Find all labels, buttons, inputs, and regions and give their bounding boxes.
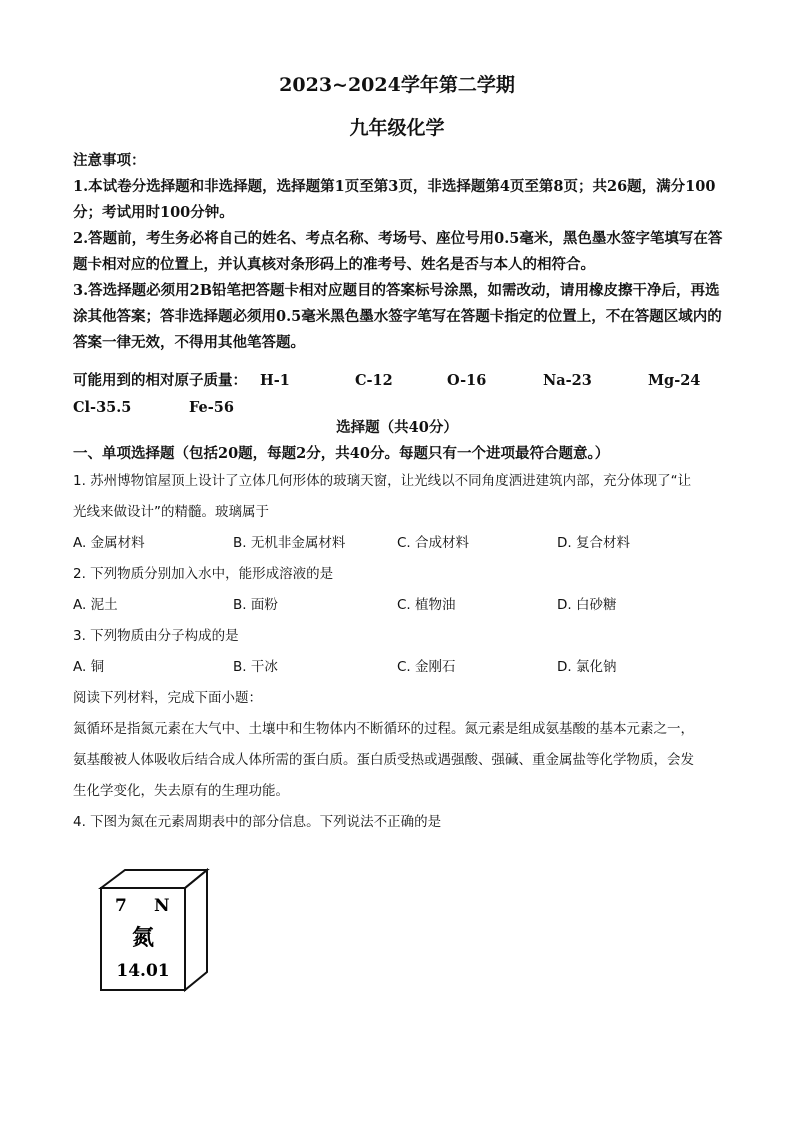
option-b: B. 面粉 — [233, 597, 278, 613]
option-b: B. 干冰 — [233, 659, 278, 675]
element-cell-figure — [95, 866, 215, 996]
atomic-mass-item: O-16 — [447, 372, 487, 389]
exam-year-title: 2023~2024学年第二学期 — [279, 74, 515, 96]
cell-side-face — [185, 870, 207, 990]
reading-passage-line: 氮循环是指氮元素在大气中、土壤中和生物体内不断循环的过程。氮元素是组成氨基酸的基本元素之一， — [73, 721, 694, 737]
atomic-masses-label: 可能用到的相对原子质量： — [73, 372, 247, 389]
note-item: 3.答选择题必须用2B铅笔把答题卡相对应题目的答案标号涂黑，如需改动，请用橡皮擦干净后，再选涂其他答案；答非选择题必须用0.5毫米黑色墨水签字笔写在答题卡指定的位置上，不在答题区域内的答案一律无效，不得用其他笔答题。 — [73, 282, 722, 351]
question-1-options — [73, 528, 733, 559]
atomic-mass-item: Mg-24 — [648, 372, 701, 389]
question-3-stem: 3. 下列物质由分子构成的是 — [73, 628, 239, 644]
option-a: A. 铜 — [73, 659, 105, 675]
option-a: A. 泥土 — [73, 597, 118, 613]
question-1-stem: 1. 苏州博物馆屋顶上设计了立体几何形体的玻璃天窗，让光线以不同角度洒进建筑内部，充分体现了“让 — [73, 473, 692, 489]
option-d: D. 复合材料 — [557, 535, 630, 551]
atomic-mass-item: Na-23 — [543, 372, 592, 389]
notes-block — [73, 148, 723, 356]
note-item: 1.本试卷分选择题和非选择题，选择题第1页至第3页，非选择题第4页至第8页；共26题，满分100分；考试用时100分钟。 — [73, 178, 716, 221]
questions-block — [73, 466, 733, 838]
section-title: 选择题（共40分） — [336, 419, 458, 436]
option-d: D. 白砂糖 — [557, 597, 617, 613]
atomic-mass: 14.01 — [116, 961, 170, 981]
element-symbol: N — [154, 896, 170, 916]
part-title: 一、单项选择题（包括20题，每题2分，共40分。每题只有一个进项最符合题意。） — [73, 445, 610, 462]
option-d: D. 氯化钠 — [557, 659, 617, 675]
reading-intro: 阅读下列材料，完成下面小题： — [73, 690, 262, 706]
reading-passage-line: 生化学变化，失去原有的生理功能。 — [73, 783, 289, 799]
question-2-stem: 2. 下列物质分别加入水中，能形成溶液的是 — [73, 566, 334, 582]
atomic-mass-item: Fe-56 — [189, 399, 234, 416]
option-b: B. 无机非金属材料 — [233, 535, 346, 551]
option-c: C. 合成材料 — [397, 535, 470, 551]
notes-heading: 注意事项： — [73, 152, 146, 169]
note-item: 2.答题前，考生务必将自己的姓名、考点名称、考场号、座位号用0.5毫米，黑色墨水签字笔填写在答题卡相对应的位置上，并认真核对条形码上的准考号、姓名是否与本人的相符合。 — [73, 230, 723, 273]
cell-top-face — [101, 870, 207, 888]
question-2-options — [73, 590, 733, 621]
exam-subject-title: 九年级化学 — [349, 117, 445, 139]
question-4-stem: 4. 下图为氮在元素周期表中的部分信息。下列说法不正确的是 — [73, 814, 442, 830]
option-c: C. 植物油 — [397, 597, 456, 613]
atomic-mass-item: H-1 — [260, 372, 290, 389]
atomic-number: 7 — [115, 896, 127, 916]
element-name: 氮 — [131, 925, 155, 951]
atomic-mass-item: Cl-35.5 — [73, 399, 132, 416]
question-3-options — [73, 652, 733, 683]
question-1-stem-cont: 光线来做设计”的精髓。玻璃属于 — [73, 504, 269, 520]
atomic-mass-item: C-12 — [355, 372, 393, 389]
reading-passage-line: 氨基酸被人体吸收后结合成人体所需的蛋白质。蛋白质受热或遇强酸、强碱、重金属盐等化学物质，会发 — [73, 752, 694, 768]
option-a: A. 金属材料 — [73, 535, 145, 551]
atomic-masses — [73, 367, 723, 421]
option-c: C. 金刚石 — [397, 659, 456, 675]
